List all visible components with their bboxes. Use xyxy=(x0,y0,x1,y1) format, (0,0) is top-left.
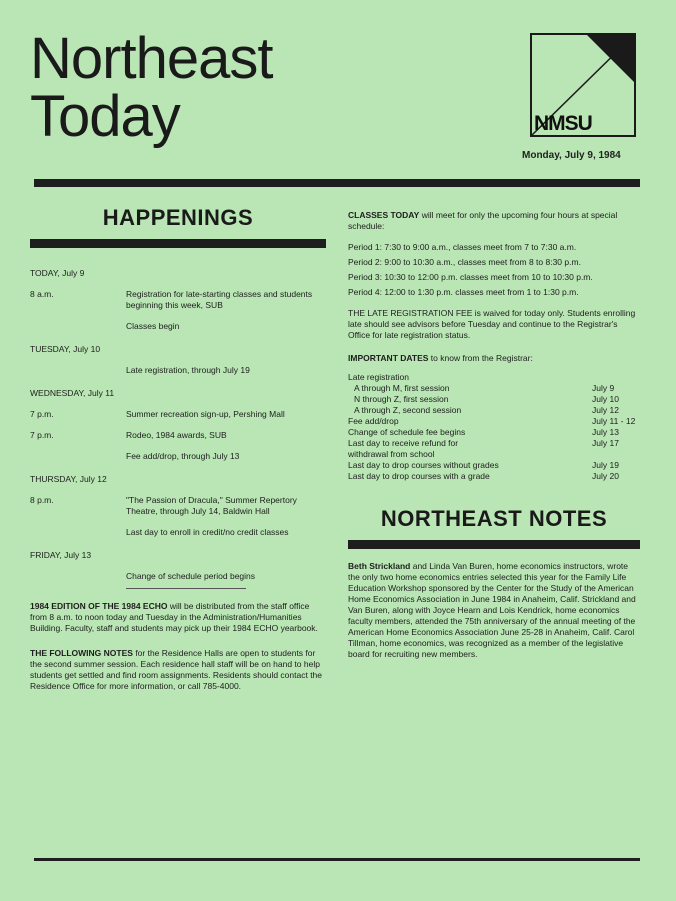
period-item: Period 3: 10:30 to 12:00 p.m. classes meet from 10 to 10:30 p.m. xyxy=(348,272,593,282)
date-label: Last day to drop courses without grades xyxy=(348,460,499,470)
date-label: N through Z, first session xyxy=(354,394,449,404)
event-desc: Last day to enroll in credit/no credit classes xyxy=(126,527,289,537)
notes-paragraph xyxy=(348,561,640,660)
paragraph-lead: CLASSES TODAY xyxy=(348,210,420,220)
event-desc: Rodeo, 1984 awards, SUB xyxy=(126,430,227,440)
date-value: July 17 xyxy=(592,438,619,448)
date-row xyxy=(348,383,640,394)
day-block xyxy=(30,550,326,582)
paragraph-text: and Linda Van Buren, home economics instructors, wrote the only two home economics entries selected this year for the Family Life Education Workshop sponsored by the Center for the Study of the American Home Economics Association in June 1984 in Anaheim, Calif. Strickland and Van Buren, along with Joyce Hearn and Lois Kendrick, home economics faculty members, attended the 75th anniversary of the annual meeting of the American Home Economics Association June 25-28 in Anaheim, Calif. Carol Tillman, home economics, was recognized as a member of the legislative board for recruiting new members. xyxy=(348,561,636,659)
late-fee-note: THE LATE REGISTRATION FEE is waived for today only. Students enrolling late should see advisors before Tuesday and continue to the Registrar's Office for late registration status. xyxy=(348,308,636,340)
day-label: THURSDAY, July 12 xyxy=(30,474,107,484)
date-row xyxy=(348,449,640,460)
event-desc: Summer recreation sign-up, Pershing Mall xyxy=(126,409,285,419)
period-item: Period 1: 7:30 to 9:00 a.m., classes meet from 7 to 7:30 a.m. xyxy=(348,242,577,252)
event-desc: Change of schedule period begins xyxy=(126,571,256,581)
event-row xyxy=(30,289,326,311)
date-value: July 11 - 12 xyxy=(592,416,636,426)
event-time: 8 a.m. xyxy=(30,289,54,299)
date-value xyxy=(592,449,640,460)
event-time: 8 p.m. xyxy=(30,495,54,505)
date-label: withdrawal from school xyxy=(348,449,435,459)
day-block xyxy=(30,388,326,462)
event-desc: "The Passion of Dracula," Summer Repertory Theatre, through July 14, Baldwin Hall xyxy=(126,495,297,516)
day-block xyxy=(30,344,326,376)
date-row xyxy=(348,394,640,405)
date-label: Late registration xyxy=(348,372,409,382)
issue-date: Monday, July 9, 1984 xyxy=(522,150,621,161)
date-value xyxy=(592,372,640,383)
date-label: A through M, first session xyxy=(354,383,450,393)
event-desc: Fee add/drop, through July 13 xyxy=(126,451,240,461)
event-desc: Registration for late-starting classes and students beginning this week, SUB xyxy=(126,289,313,310)
event-time: 7 p.m. xyxy=(30,409,54,419)
happenings-rule xyxy=(30,239,326,248)
footer-rule xyxy=(34,858,640,861)
event-time xyxy=(30,571,126,582)
important-dates-list xyxy=(348,372,640,482)
paragraph-lead: 1984 EDITION OF THE 1984 ECHO xyxy=(30,601,168,611)
event-desc: Late registration, through July 19 xyxy=(126,365,250,375)
event-row xyxy=(30,430,326,441)
masthead-line-2: Today xyxy=(30,84,180,149)
day-label: TODAY, July 9 xyxy=(30,268,85,278)
event-time xyxy=(30,527,126,538)
notes-heading: NORTHEAST NOTES xyxy=(380,506,608,531)
date-row xyxy=(348,438,640,449)
paragraph-lead: Beth Strickland xyxy=(348,561,411,571)
logo-text: NMSU xyxy=(534,112,592,135)
divider xyxy=(126,588,246,589)
paragraph-text: will meet for only the upcoming four hours at special schedule: xyxy=(348,210,618,231)
date-value: July 20 xyxy=(592,471,619,481)
event-row xyxy=(30,571,326,582)
event-desc: Classes begin xyxy=(126,321,180,331)
echo-paragraph xyxy=(30,601,326,634)
event-row xyxy=(30,409,326,420)
event-row xyxy=(30,495,326,517)
period-item: Period 4: 12:00 to 1:30 p.m. classes meet from 1 to 1:30 p.m. xyxy=(348,287,579,297)
residence-paragraph xyxy=(30,648,326,692)
period-item: Period 2: 9:00 to 10:30 a.m., classes meet from 8 to 8:30 p.m. xyxy=(348,257,581,267)
happenings-heading: HAPPENINGS xyxy=(102,205,254,230)
notes-rule xyxy=(348,540,640,549)
paragraph-text: will be distributed from the staff office from 8 a.m. to noon today and Tuesday in the Administration/Humanities Building. Faculty, staff and students may pick up their 1984 ECHO yearbook. xyxy=(30,601,318,633)
day-label: WEDNESDAY, July 11 xyxy=(30,388,115,398)
important-dates-intro xyxy=(348,353,640,364)
masthead-title xyxy=(30,26,273,149)
date-label: Change of schedule fee begins xyxy=(348,427,466,437)
event-row xyxy=(30,365,326,376)
date-row xyxy=(348,427,640,438)
event-time xyxy=(30,365,126,376)
date-row xyxy=(348,405,640,416)
day-label: FRIDAY, July 13 xyxy=(30,550,92,560)
date-label: Last day to receive refund for xyxy=(348,438,459,448)
date-label: A through Z, second session xyxy=(354,405,462,415)
event-row xyxy=(30,451,326,462)
paragraph-lead: THE FOLLOWING NOTES xyxy=(30,648,133,658)
date-value: July 10 xyxy=(592,394,619,404)
happenings-column xyxy=(30,205,326,692)
paragraph-text: for the Residence Halls are open to students for the second summer session. Each residence hall staff will be on hand to help students get settled and find room assignments. Residents should contact the Residence Office for more information, or call 785-4000. xyxy=(30,648,323,691)
paragraph-text: to know from the Registrar: xyxy=(428,353,533,363)
paragraph-lead: IMPORTANT DATES xyxy=(348,353,429,363)
masthead-line-1: Northeast xyxy=(30,26,273,91)
date-value: July 9 xyxy=(592,383,615,393)
date-label: Fee add/drop xyxy=(348,416,399,426)
classes-column xyxy=(348,210,640,660)
date-row xyxy=(348,416,640,427)
day-label: TUESDAY, July 10 xyxy=(30,344,101,354)
event-row xyxy=(30,527,326,538)
date-label: Last day to drop courses with a grade xyxy=(348,471,490,481)
date-value: July 12 xyxy=(592,405,619,415)
date-row xyxy=(348,471,640,482)
date-value: July 19 xyxy=(592,460,619,470)
date-value: July 13 xyxy=(592,427,619,437)
event-time xyxy=(30,321,126,332)
event-time: 7 p.m. xyxy=(30,430,54,440)
masthead-rule xyxy=(34,179,640,187)
day-block xyxy=(30,268,326,332)
classes-intro xyxy=(348,210,640,232)
date-row xyxy=(348,460,640,471)
event-row xyxy=(30,321,326,332)
period-list xyxy=(348,242,640,298)
event-time xyxy=(30,451,126,462)
date-row xyxy=(348,372,640,383)
day-block xyxy=(30,474,326,538)
